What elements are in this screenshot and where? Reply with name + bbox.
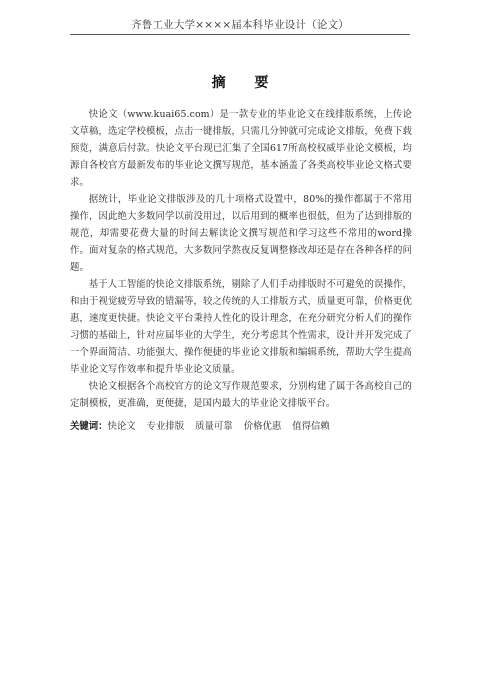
running-header: 齐鲁工业大学××××届本科毕业设计（论文） — [131, 19, 349, 31]
abstract-paragraph-1: 快论文（www.kuai65.com）是一款专业的毕业论文在线排版系统，上传论文草稿，选定学校模板，点击一键排版，只需几分钟就可完成论文排版，免费下载预览，满意后付款。快论文平台现已汇集了全国617所高校权威毕业论文模板，均源自各校官方最新发布的毕业论文撰写规范，基本涵盖了各类高校毕业论文格式要求。 — [70, 109, 412, 188]
keywords-label: 关键词： — [70, 421, 108, 432]
keyword-item: 快论文 — [107, 421, 136, 432]
abstract-body — [70, 106, 412, 435]
keyword-item: 值得信赖 — [292, 421, 330, 432]
keyword-item: 价格优惠 — [243, 421, 282, 432]
keyword-item: 专业排版 — [146, 421, 185, 432]
abstract-paragraph-3: 基于人工智能的快论文排版系统，剔除了人们手动排版时不可避免的误操作，和由于视觉疲劳导致的错漏等，较之传统的人工排版方式，质量更可靠，价格更优惠，速度更快捷。快论文平台秉持人性化的设计理念，在充分研究分析人们的操作习惯的基础上，针对应届毕业的大学生，充分考虑其个性需求，设计并开发完成了一个界面简洁、功能强大、操作便捷的毕业论文排版和编辑系统，帮助大学生提高毕业论文写作效率和提升毕业论文质量。 — [70, 279, 412, 375]
abstract-paragraph-2: 据统计，毕业论文排版涉及的几十项格式设置中，80%的操作都属于不常用操作，因此绝大多数同学以前没用过，以后用到的概率也很低，但为了达到排版的规范，却需要花费大量的时间去解读论文撰写规范和学习这些不常用的word操作。面对复杂的格式规范，大多数同学熬夜反复调整修改却还是存在各种各样的问题。 — [70, 194, 412, 273]
keywords-line — [70, 418, 412, 435]
abstract-paragraph-4: 快论文根据各个高校官方的论文写作规范要求，分别构建了属于各高校自己的定制模板，更准确，更便捷，是国内最大的毕业论文排版平台。 — [70, 381, 412, 409]
header-rule — [70, 34, 410, 35]
abstract-title: 摘 要 — [211, 75, 281, 91]
keyword-item: 质量可靠 — [195, 421, 233, 432]
